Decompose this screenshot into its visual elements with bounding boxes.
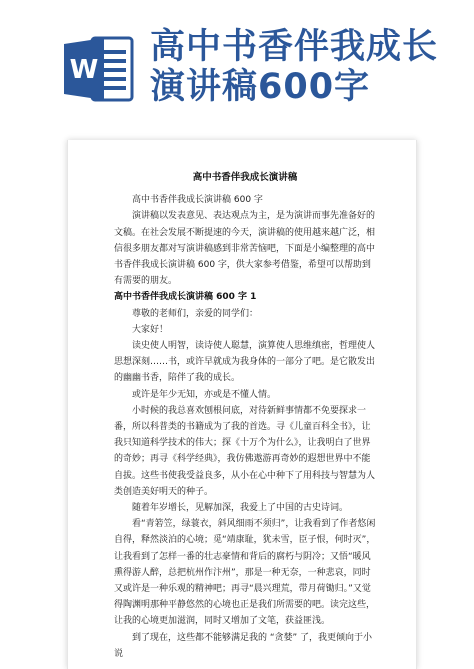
greeting: 大家好！ — [132, 324, 169, 335]
section-heading: 高中书香伴我成长演讲稿 600 字 1 — [114, 292, 257, 303]
word-document-icon — [64, 36, 134, 102]
banner — [0, 0, 474, 140]
banner-title-line-1: 高中书香伴我成长 — [150, 27, 439, 67]
banner-title-line-2: 演讲稿600字 — [150, 67, 371, 107]
body-paragraph: 看“青箬笠，绿蓑衣，斜风细雨不须归”，让我看到了作者悠闲自得，释然淡泊的心境；觅“靖康耻，犹未雪，臣子恨，何时灭”，让我看到了怎样一番的壮志豪情和背后的腐朽与阴冷；又悟“暖风熏得游人醉，总把杭州作汴州”，那是一种无奈，一种悲哀，同时又或许是一种乐观的精神吧；再寻“晨兴理荒，带月荷锄归。”又觉得陶渊明那种平静悠然的心境也正是我们所需要的吧。读完这些，让我的心境更加滋润，同时又增加了文笔，获益匪浅。 — [114, 519, 376, 627]
document-title: 高中书香伴我成长演讲稿 — [192, 172, 298, 183]
intro-paragraph: 演讲稿以发表意见、表达观点为主，是为演讲而事先准备好的文稿。在社会发展不断提速的今天，演讲稿的使用越来越广泛，相信很多朋友都对写演讲稿感到非常苦恼吧，下面是小编整理的高中书香伴我成长演讲稿 600 字，供大家参考借鉴，希望可以帮助到有需要的朋友。 — [114, 211, 376, 287]
document-body — [114, 170, 376, 662]
body-paragraph: 小时候的我总喜欢刨根问底，对待新鲜事情都不免要探求一番，所以科普类的书籍成为了我的首选。寻《儿童百科全书》，让我只知道科学技术的伟大；探《十万个为什么》，让我明白了世界的奇妙；再寻《科学经典》，我仿佛遨游再奇妙的遐想世界中不能自拔。这些书使我受益良多，从小在心中种下了用科技与智慧为人类创造美好明天的种子。 — [114, 405, 376, 497]
body-paragraph: 到了现在，这些都不能够满足我的 “贪婪” 了，我更倾向于小说 — [114, 632, 373, 659]
intro-subtitle: 高中书香伴我成长演讲稿 600 字 — [132, 195, 263, 206]
word-icon-letter: W — [69, 55, 99, 85]
document-page — [67, 140, 417, 669]
body-paragraph: 或许是年少无知，亦或是不懂人情。 — [132, 389, 277, 400]
body-paragraph: 读史使人明智，读诗使人聪慧，演算使人思维缜密，哲理使人思想深刻……书，或许早就成为我身体的一部分了吧。是它散发出的幽幽书香，陪伴了我的成长。 — [114, 341, 376, 384]
body-paragraph: 随着年岁增长，见解加深，我爱上了中国的古史诗词。 — [132, 503, 349, 514]
banner-title — [150, 27, 470, 107]
salutation: 尊敬的老师们，亲爱的同学们： — [132, 308, 259, 319]
